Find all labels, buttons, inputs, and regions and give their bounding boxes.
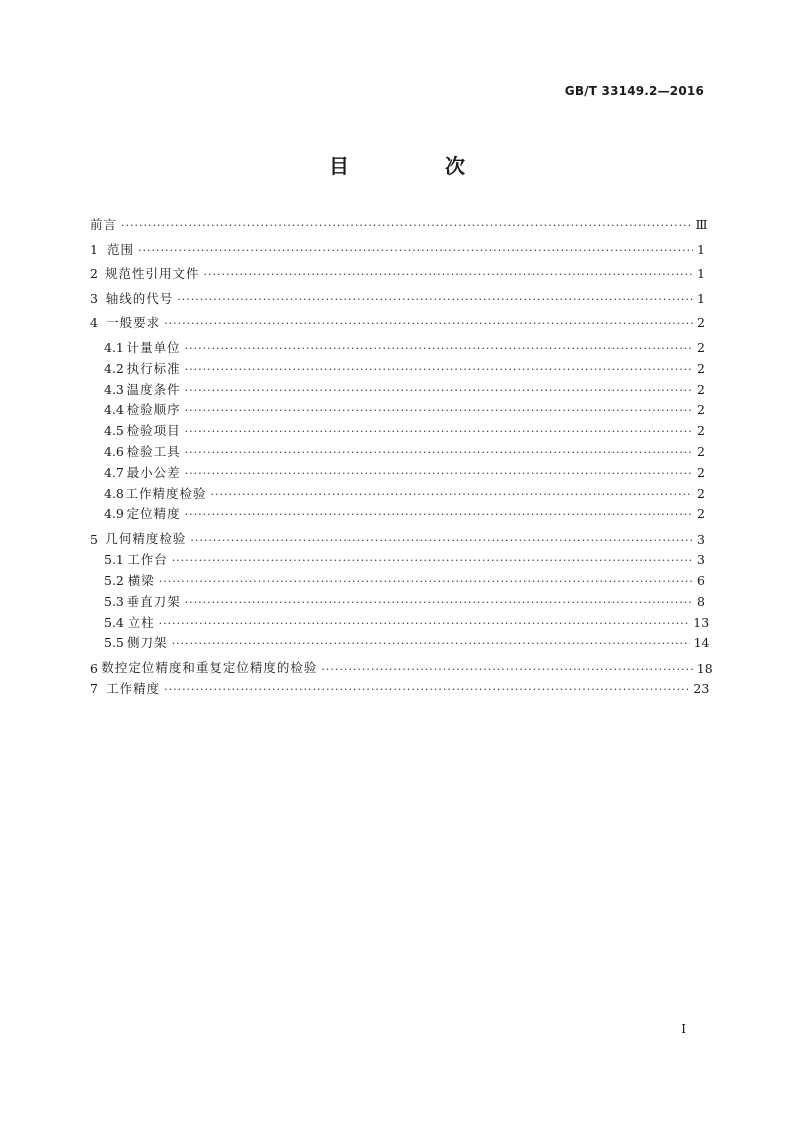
toc-entry-page: 2 bbox=[697, 315, 705, 331]
toc-entry-label: 几何精度检验 bbox=[105, 531, 187, 547]
toc-leader-dots bbox=[159, 575, 693, 588]
toc-entry-page: 2 bbox=[697, 443, 705, 459]
toc-entry-page: 23 bbox=[693, 681, 710, 697]
toc-leader-dots bbox=[172, 554, 693, 567]
toc-entry[interactable] bbox=[90, 550, 705, 571]
toc-leader-dots bbox=[185, 363, 693, 376]
toc-entry[interactable] bbox=[90, 359, 705, 380]
page-folio: I bbox=[681, 1022, 686, 1036]
toc-entry[interactable] bbox=[90, 264, 705, 289]
toc-entry[interactable] bbox=[90, 380, 705, 401]
toc-leader-dots bbox=[185, 596, 693, 609]
toc-entry-number: 5.5 bbox=[104, 635, 124, 651]
toc-leader-dots bbox=[138, 244, 693, 257]
toc-entry-number: 1 bbox=[90, 241, 98, 257]
toc-entry[interactable] bbox=[90, 215, 708, 240]
toc-entry-number: 3 bbox=[90, 290, 98, 306]
toc-entry-page: 3 bbox=[697, 532, 705, 548]
toc-leader-dots bbox=[185, 342, 693, 355]
toc-entry[interactable] bbox=[90, 592, 705, 613]
toc-leader-dots bbox=[210, 488, 693, 501]
toc-entry-label: 执行标准 bbox=[126, 360, 181, 376]
toc-entry-number: 5.2 bbox=[104, 572, 124, 588]
toc-entry-page: Ⅲ bbox=[695, 217, 708, 232]
toc-entry-label: 检验项目 bbox=[126, 423, 181, 439]
toc-entry-label: 定位精度 bbox=[126, 506, 181, 522]
toc-entry-number: 4.2 bbox=[104, 360, 124, 376]
toc-entry-page: 1 bbox=[697, 290, 705, 306]
toc-leader-dots bbox=[172, 637, 690, 650]
toc-entry[interactable] bbox=[90, 289, 705, 314]
toc-entry[interactable] bbox=[90, 484, 705, 505]
toc-entry-number: 5.1 bbox=[104, 552, 124, 568]
toc-leader-dots bbox=[190, 534, 693, 547]
toc-entry[interactable] bbox=[90, 400, 705, 421]
table-of-contents bbox=[90, 215, 713, 704]
toc-entry-label: 侧刀架 bbox=[127, 635, 168, 651]
toc-entry-number: 5 bbox=[90, 532, 98, 548]
toc-entry-page: 3 bbox=[697, 552, 705, 568]
toc-entry-number: 4.5 bbox=[104, 423, 124, 439]
toc-entry[interactable] bbox=[90, 463, 705, 484]
toc-entry-label: 工作台 bbox=[127, 552, 168, 568]
toc-entry-label: 数控定位精度和重复定位精度的检验 bbox=[101, 660, 318, 676]
toc-entry[interactable] bbox=[90, 571, 705, 592]
toc-entry[interactable] bbox=[90, 338, 705, 359]
toc-entry-page: 2 bbox=[697, 381, 705, 397]
toc-entry-number: 4.3 bbox=[104, 381, 124, 397]
toc-leader-dots bbox=[185, 384, 693, 397]
toc-entry-page: 18 bbox=[696, 661, 713, 677]
toc-entry-page: 14 bbox=[693, 635, 710, 651]
toc-entry-page: 1 bbox=[697, 241, 705, 257]
toc-leader-dots bbox=[185, 425, 693, 438]
toc-entry[interactable] bbox=[90, 679, 710, 704]
toc-entry[interactable] bbox=[90, 654, 713, 679]
toc-entry-label: 检验顺序 bbox=[126, 402, 181, 418]
toc-entry[interactable] bbox=[90, 240, 705, 265]
toc-entry-page: 2 bbox=[697, 360, 705, 376]
toc-leader-dots bbox=[185, 508, 693, 521]
toc-entry-label: 范围 bbox=[106, 241, 134, 257]
toc-entry-number: 4 bbox=[90, 315, 98, 331]
toc-leader-dots bbox=[159, 617, 690, 630]
toc-entry[interactable] bbox=[90, 633, 710, 654]
toc-entry-page: 1 bbox=[697, 266, 705, 282]
toc-entry[interactable] bbox=[90, 421, 705, 442]
toc-entry-number: 6 bbox=[90, 661, 98, 677]
toc-leader-dots bbox=[164, 317, 693, 330]
toc-entry-number: 4.6 bbox=[104, 443, 124, 459]
toc-entry-label: 工作精度检验 bbox=[125, 485, 207, 501]
toc-entry-number: 4.1 bbox=[104, 339, 124, 355]
standard-code: GB/T 33149.2—2016 bbox=[564, 84, 704, 98]
toc-entry[interactable] bbox=[90, 313, 705, 338]
page-title: 目 次 bbox=[329, 154, 503, 178]
toc-entry-number: 7 bbox=[90, 681, 98, 697]
toc-entry-label: 规范性引用文件 bbox=[104, 266, 200, 282]
toc-entry-number: 5.3 bbox=[104, 593, 124, 609]
toc-entry-page: 2 bbox=[697, 485, 705, 501]
toc-entry-page: 8 bbox=[697, 593, 705, 609]
toc-entry-number: 2 bbox=[90, 266, 98, 282]
toc-entry-page: 2 bbox=[697, 423, 705, 439]
toc-leader-dots bbox=[164, 683, 689, 696]
toc-leader-dots bbox=[177, 293, 693, 306]
toc-entry-page: 2 bbox=[697, 339, 705, 355]
toc-leader-dots bbox=[203, 268, 693, 281]
toc-entry[interactable] bbox=[90, 613, 710, 634]
toc-entry-label: 温度条件 bbox=[126, 381, 181, 397]
toc-entry-page: 2 bbox=[697, 506, 705, 522]
toc-leader-dots bbox=[321, 663, 692, 676]
toc-entry-number: 5.4 bbox=[104, 614, 124, 630]
toc-entry-number: 4.9 bbox=[104, 506, 124, 522]
toc-leader-dots bbox=[185, 467, 693, 480]
toc-entry-page: 2 bbox=[697, 402, 705, 418]
toc-entry-page: 13 bbox=[693, 614, 710, 630]
toc-entry-label: 垂直刀架 bbox=[126, 593, 181, 609]
toc-entry-number: 4.7 bbox=[104, 464, 124, 480]
toc-entry-label: 检验工具 bbox=[126, 443, 181, 459]
toc-entry-label: 计量单位 bbox=[126, 339, 181, 355]
toc-entry-page: 2 bbox=[697, 464, 705, 480]
toc-entry[interactable] bbox=[90, 442, 705, 463]
toc-entry-number: 4.4 bbox=[104, 402, 124, 418]
toc-entry-number: 4.8 bbox=[104, 485, 124, 501]
toc-entry[interactable] bbox=[90, 504, 705, 525]
toc-leader-dots bbox=[121, 219, 691, 232]
toc-entry-label: 工作精度 bbox=[106, 681, 161, 697]
toc-entry-label: 一般要求 bbox=[106, 315, 161, 331]
toc-entry-label: 横梁 bbox=[127, 572, 155, 588]
toc-entry-label: 立柱 bbox=[127, 614, 155, 630]
toc-leader-dots bbox=[185, 404, 693, 417]
toc-entry-label: 最小公差 bbox=[126, 464, 181, 480]
toc-entry-label: 前言 bbox=[90, 217, 118, 232]
toc-entry[interactable] bbox=[90, 525, 705, 550]
toc-leader-dots bbox=[185, 446, 693, 459]
toc-entry-page: 6 bbox=[697, 572, 705, 588]
toc-entry-label: 轴线的代号 bbox=[105, 290, 174, 306]
